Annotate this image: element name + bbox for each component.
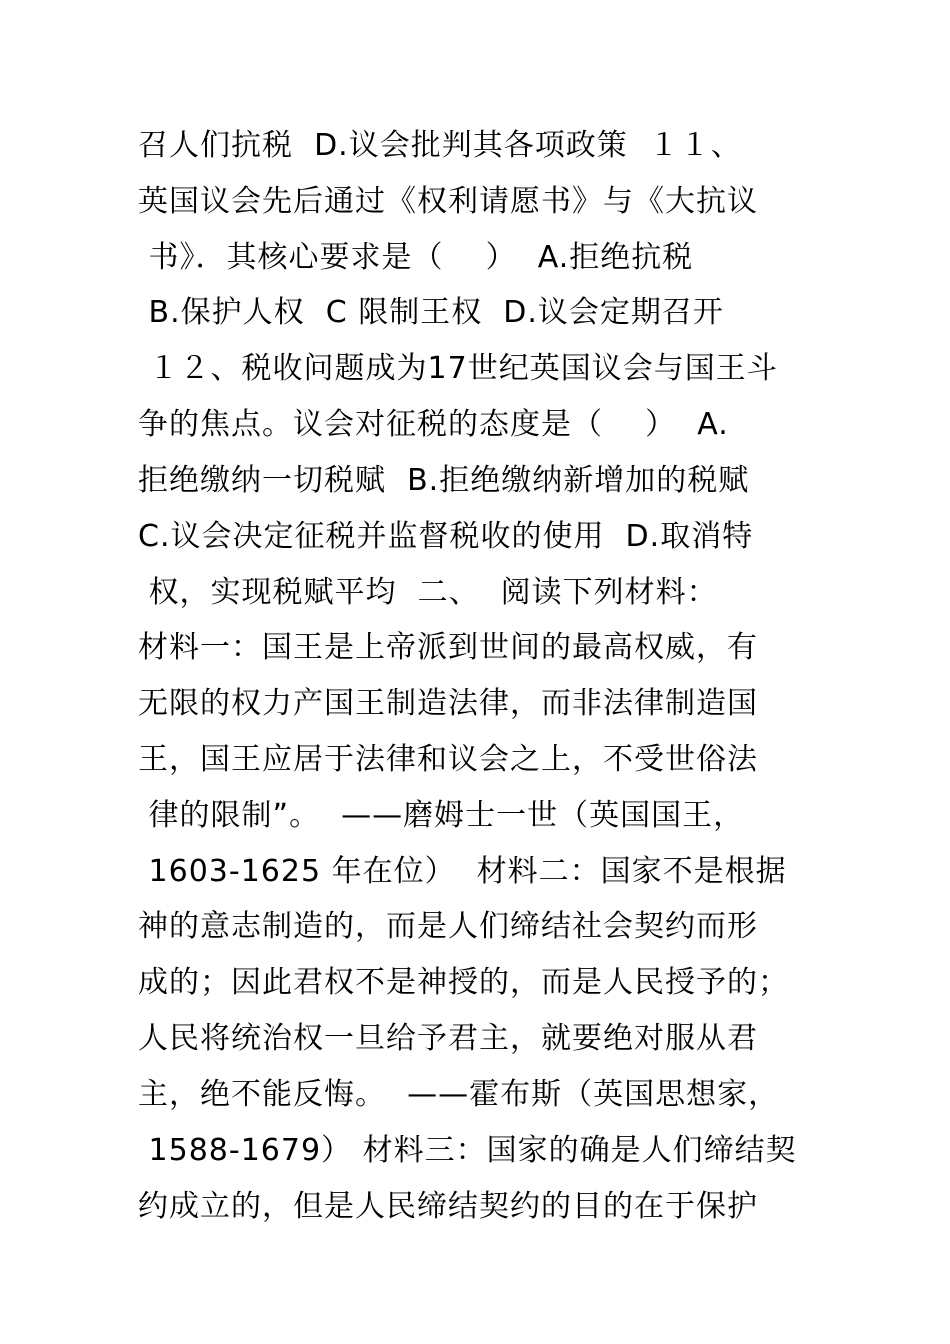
text-line: 约成立的，但是人民缔结契约的目的在于保护 (138, 1189, 758, 1224)
text-line: 召人们抗税 D.议会批判其各项政策 １１、 (138, 128, 742, 163)
text-line: C.议会决定征税并监督税收的使用 D.取消特 (138, 519, 754, 554)
text-line: 拒绝缴纳一切税赋 B.拒绝缴纳新增加的税赋 (138, 463, 750, 498)
text-line: 书》．其核心要求是（ ） A.拒绝抗税 (138, 240, 694, 275)
text-line: 主，绝不能反悔。 ——霍布斯（英国思想家， (138, 1077, 780, 1112)
text-line: 权，实现税赋平均 二、 阅读下列材料： (138, 575, 718, 610)
text-line: １２、税收问题成为17世纪英国议会与国王斗 (138, 351, 778, 386)
text-line: B.保护人权 C 限制王权 D.议会定期召开 (138, 295, 724, 330)
text-line: 争的焦点。议会对征税的态度是（ ） A. (138, 407, 729, 442)
text-line: 律的限制”。 ——磨姆士一世（英国国王， (138, 798, 745, 833)
text-line: 人民将统治权一旦给予君主，就要绝对服从君 (138, 1021, 758, 1056)
text-line: 1603-1625 年在位） 材料二：国家不是根据 (138, 854, 787, 889)
text-line: 材料一：国王是上帝派到世间的最高权威，有 (138, 630, 758, 665)
text-line: 神的意志制造的，而是人们缔结社会契约而形 (138, 909, 758, 944)
text-line: 成的；因此君权不是神授的，而是人民授予的； (138, 965, 789, 1000)
text-line: 无限的权力产国王制造法律，而非法律制造国 (138, 686, 758, 721)
text-line: 英国议会先后通过《权利请愿书》与《大抗议 (138, 184, 758, 219)
text-line: 王，国王应居于法律和议会之上，不受世俗法 (138, 742, 758, 777)
text-line: 1588-1679） 材料三：国家的确是人们缔结契 (138, 1133, 797, 1168)
